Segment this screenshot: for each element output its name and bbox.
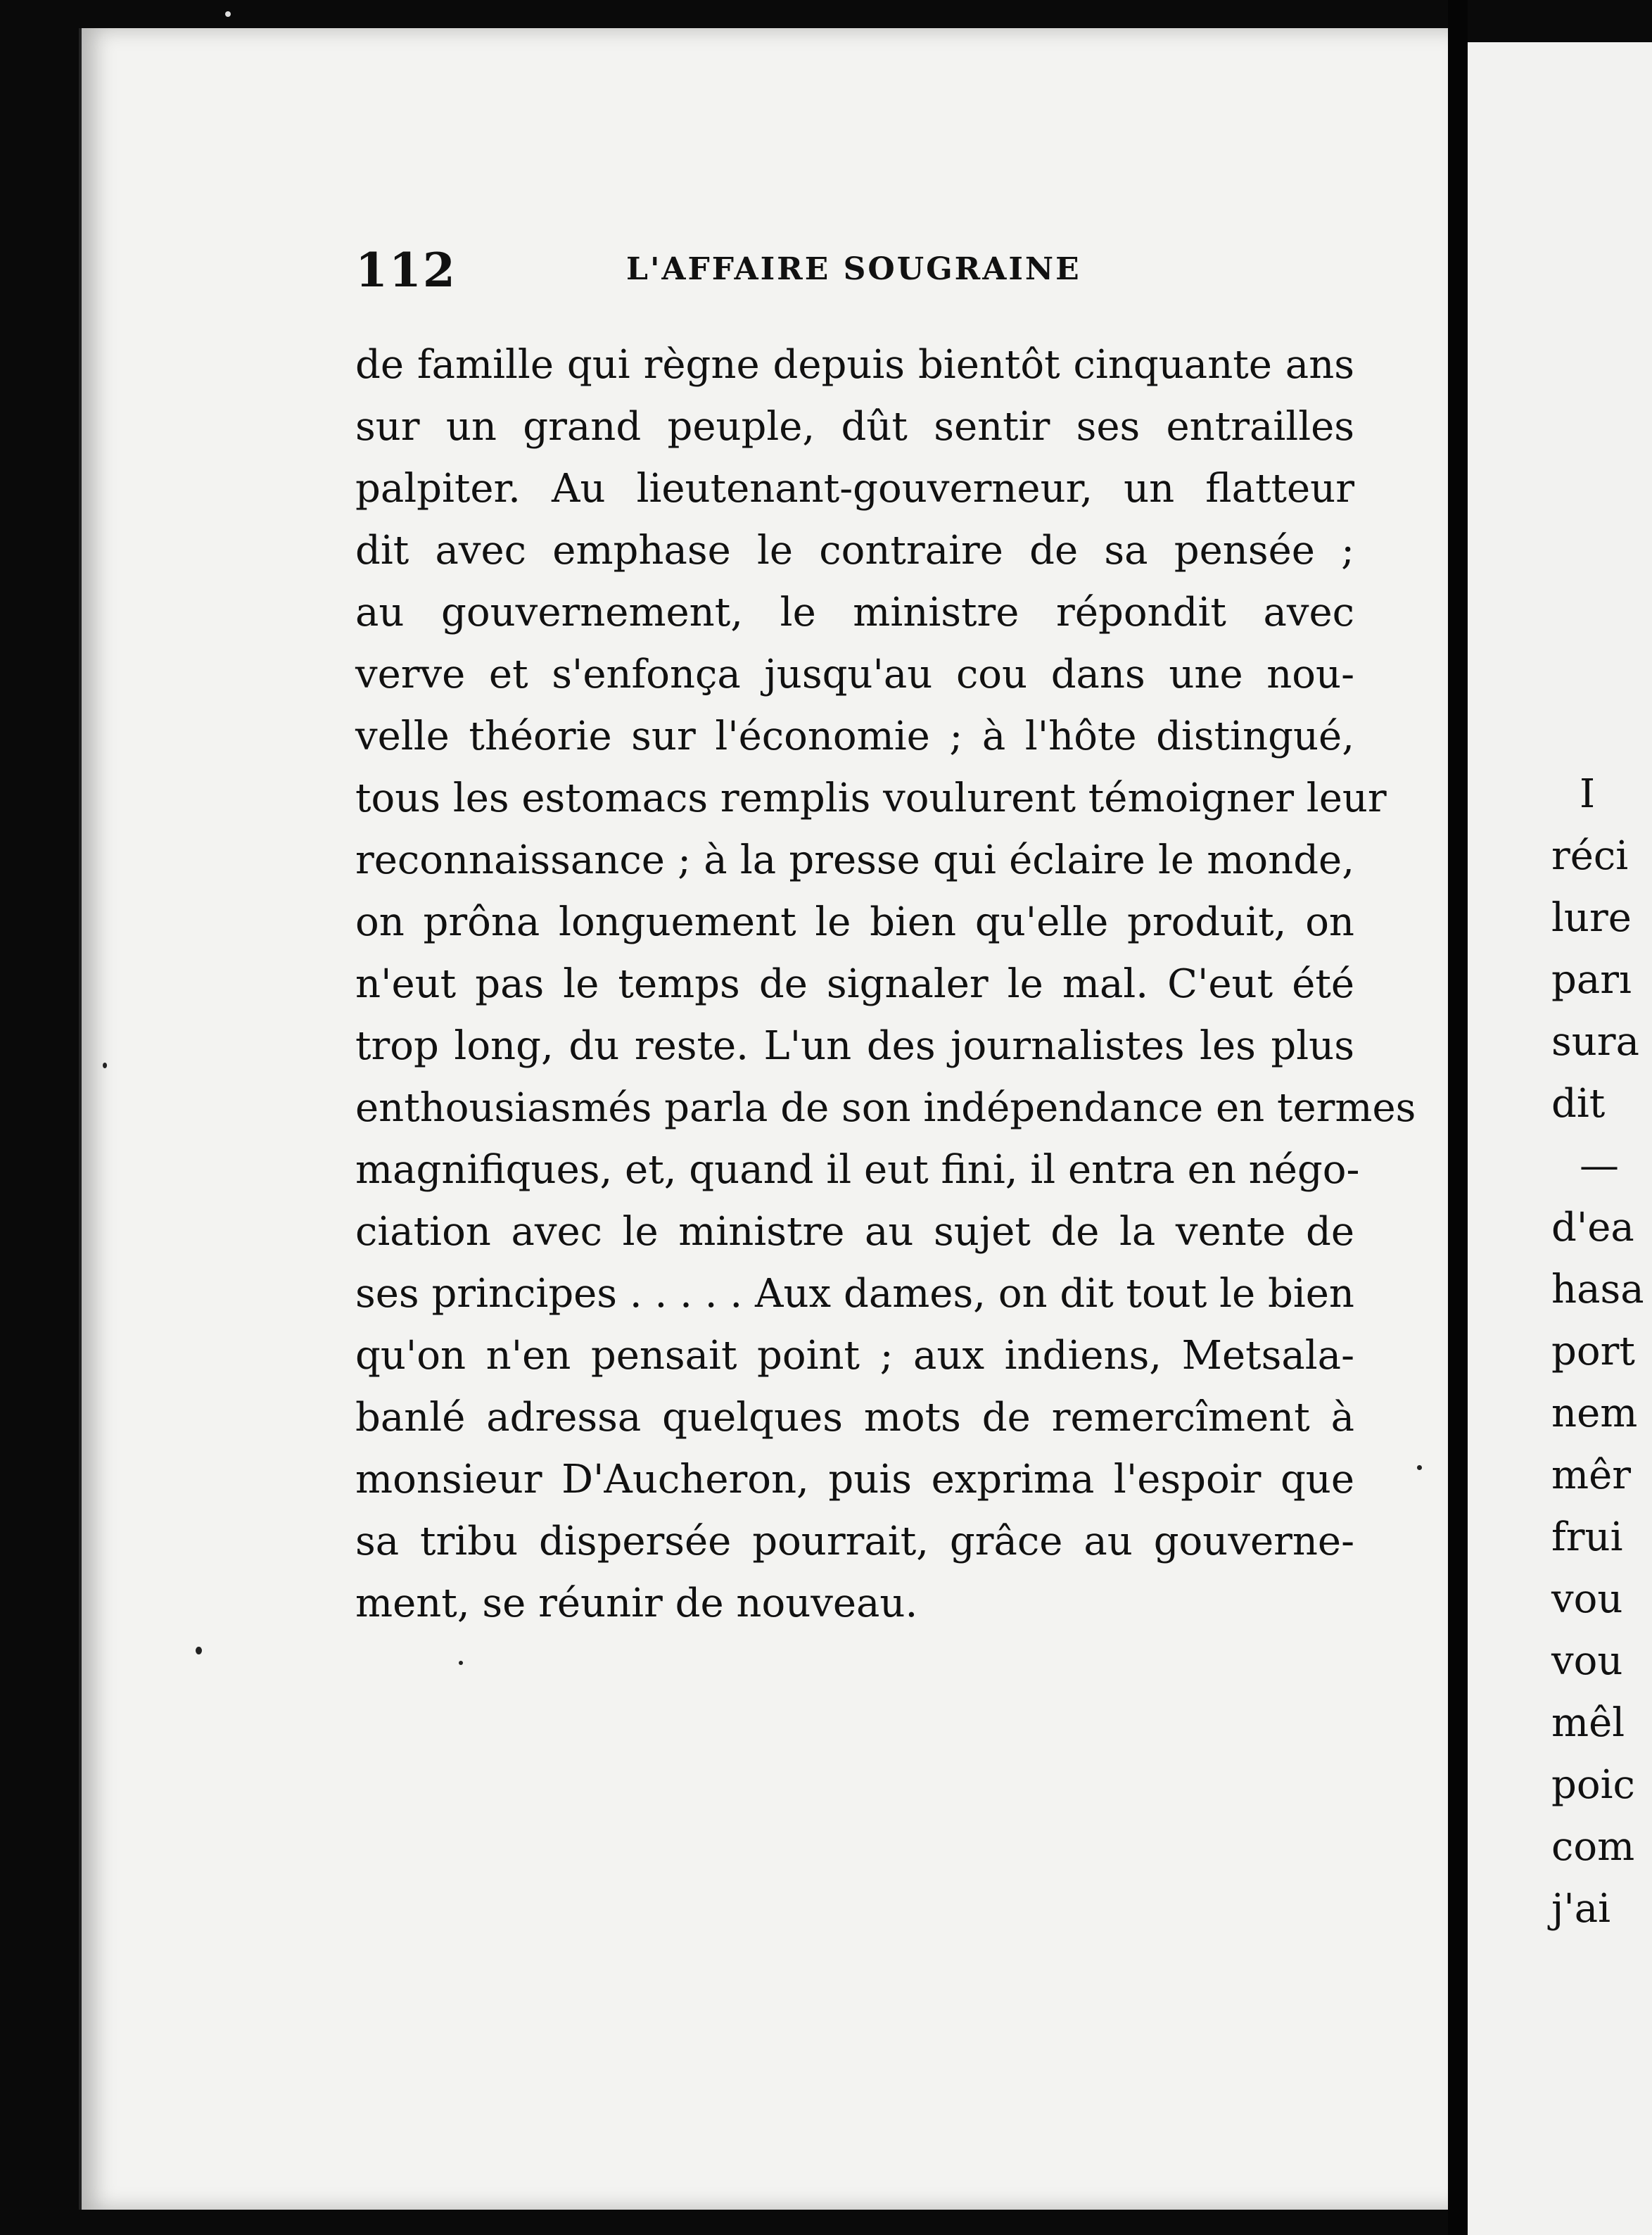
text-fragment: parı xyxy=(1551,957,1632,1003)
text-fragment: poic xyxy=(1551,1762,1635,1808)
text-fragment: réci xyxy=(1551,833,1629,879)
scan-speck xyxy=(459,1661,463,1665)
text-fragment: — xyxy=(1580,1143,1619,1189)
scan-speck xyxy=(225,11,231,17)
text-line: qu'on n'en pensait point ; aux indiens, Metsala- xyxy=(355,1333,1354,1379)
text-line: magnifiques, et, quand il eut fini, il entra en négo- xyxy=(355,1147,1360,1193)
text-fragment: port xyxy=(1551,1329,1635,1374)
running-title: L'AFFAIRE SOUGRAINE xyxy=(626,251,1081,287)
text-line: tous les estomacs remplis voulurent témoigner leur xyxy=(355,775,1387,821)
scan-speck xyxy=(1417,1465,1422,1470)
text-fragment: d'ea xyxy=(1551,1205,1634,1251)
text-line: n'eut pas le temps de signaler le mal. C'eut été xyxy=(355,961,1354,1007)
text-fragment: nem xyxy=(1551,1391,1638,1436)
left-page-body xyxy=(355,334,1416,1635)
text-line-last: ment, se réunir de nouveau. xyxy=(355,1581,918,1626)
text-line: on prôna longuement le bien qu'elle produit, on xyxy=(355,899,1354,945)
text-line: reconnaissance ; à la presse qui éclaire le monde, xyxy=(355,837,1354,883)
text-line: sa tribu dispersée pourrait, grâce au gouverne- xyxy=(355,1519,1354,1564)
book-gutter xyxy=(1448,0,1468,2235)
text-line: trop long, du reste. L'un des journalistes les plus xyxy=(355,1023,1354,1069)
right-page-body xyxy=(1551,764,1652,1940)
text-fragment: I xyxy=(1580,771,1596,817)
text-fragment: lure xyxy=(1551,895,1632,941)
running-head xyxy=(355,243,1354,306)
text-fragment: mêr xyxy=(1551,1452,1632,1498)
text-fragment: mêl xyxy=(1551,1700,1625,1746)
page-number: 112 xyxy=(355,243,457,298)
text-line: sur un grand peuple, dût sentir ses entrailles xyxy=(355,404,1354,450)
text-line: velle théorie sur l'économie ; à l'hôte distingué, xyxy=(355,714,1354,759)
scan-speck xyxy=(196,1647,202,1654)
text-fragment: com xyxy=(1551,1824,1635,1870)
text-line: monsieur D'Aucheron, puis exprima l'espoir que xyxy=(355,1457,1354,1502)
text-line: ciation avec le ministre au sujet de la vente de xyxy=(355,1209,1354,1255)
text-fragment: vou xyxy=(1551,1638,1623,1684)
text-fragment: hasa xyxy=(1551,1267,1644,1312)
text-line: enthousiasmés parla de son indépendance en termes xyxy=(355,1085,1416,1131)
text-line: ses principes . . . . . Aux dames, on dit tout le bien xyxy=(355,1271,1354,1317)
text-line: au gouvernement, le ministre répondit avec xyxy=(355,590,1354,635)
text-fragment: vou xyxy=(1551,1576,1623,1622)
text-fragment: frui xyxy=(1551,1514,1623,1560)
text-line: de famille qui règne depuis bientôt cinquante ans xyxy=(355,342,1354,388)
text-line: verve et s'enfonça jusqu'au cou dans une nou- xyxy=(355,652,1354,697)
text-line: dit avec emphase le contraire de sa pensée ; xyxy=(355,528,1354,574)
text-fragment: sura xyxy=(1551,1019,1639,1065)
text-fragment: dit xyxy=(1551,1081,1606,1127)
scan-speck xyxy=(103,1063,107,1068)
text-line: banlé adressa quelques mots de remercîment à xyxy=(355,1395,1354,1441)
text-fragment: j'ai xyxy=(1551,1886,1611,1932)
text-line: palpiter. Au lieutenant-gouverneur, un flatteur xyxy=(355,466,1354,512)
